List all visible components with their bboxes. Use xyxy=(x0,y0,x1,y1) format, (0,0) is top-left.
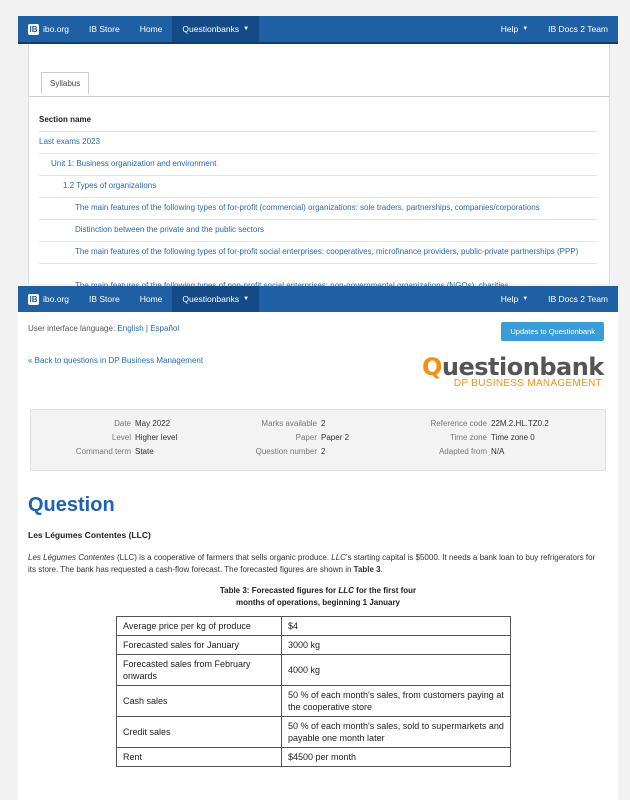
second-navbar xyxy=(18,286,618,314)
lang-espanol-link[interactable]: Español xyxy=(150,324,180,333)
nav-team[interactable]: IB Docs 2 Team xyxy=(548,24,608,34)
question-metadata: Date May 2022 Level Higher level Command term State Marks available 2 Paper Paper 2 Question number 2 Reference code 22M.2.HL.TZ0.2 Time zone Time zone 0 Adapted from N/A xyxy=(30,409,606,471)
question-panel xyxy=(18,312,618,800)
company-name: Les Légumes Contentes (LLC) xyxy=(28,530,151,540)
questionbank-logo: Questionbank DP BUSINESS MANAGEMENT xyxy=(422,353,604,389)
table-row: Forecasted sales from February onwards 4000 kg xyxy=(117,655,511,686)
caret-down-icon: ▼ xyxy=(243,26,250,32)
syllabus-link-unit1[interactable]: Unit 1: Business organization and environment xyxy=(39,152,597,176)
updates-button[interactable]: Updates to Questionbank xyxy=(501,322,604,341)
caret-down-icon: ▼ xyxy=(522,26,529,32)
section-name-header: Section name xyxy=(39,108,597,132)
forecast-table xyxy=(116,616,511,767)
nav-help[interactable]: Help ▼ xyxy=(500,24,529,34)
nav-questionbanks[interactable]: Questionbanks ▼ xyxy=(172,16,259,42)
nav-help[interactable]: Help ▼ xyxy=(500,294,529,304)
ib-logo-icon: IB xyxy=(29,24,38,34)
ib-logo-icon: IB xyxy=(29,294,38,304)
syllabus-link-private-public[interactable]: Distinction between the private and the public sectors xyxy=(39,218,597,242)
table-row: Credit sales 50 % of each month's sales, sold to supermarkets and payable one month later xyxy=(117,717,511,748)
nav-home[interactable]: Home xyxy=(139,294,163,304)
table-row: Average price per kg of produce $4 xyxy=(117,617,511,636)
table-row: Rent $4500 per month xyxy=(117,748,511,767)
language-selector: User interface language: English | Español xyxy=(28,324,180,333)
table-row: Forecasted sales for January 3000 kg xyxy=(117,636,511,655)
tab-syllabus[interactable]: Syllabus xyxy=(41,72,89,94)
tab-divider xyxy=(29,96,609,97)
table-row: Cash sales 50 % of each month's sales, from customers paying at the cooperative store xyxy=(117,686,511,717)
syllabus-panel xyxy=(28,44,610,284)
ibo-logo-link[interactable]: IB ibo.org xyxy=(29,294,69,304)
syllabus-link-1-2[interactable]: 1.2 Types of organizations xyxy=(39,174,597,198)
ibo-logo-link[interactable]: IB ibo.org xyxy=(29,24,69,34)
nav-home[interactable]: Home xyxy=(139,24,163,34)
syllabus-link-social-enterprises[interactable]: The main features of the following types of for-profit social enterprises: cooperatives, microfinance providers, public-private partnerships (PPP) xyxy=(39,240,597,264)
caret-down-icon: ▼ xyxy=(522,296,529,302)
caret-down-icon: ▼ xyxy=(243,296,250,302)
nav-ib-store[interactable]: IB Store xyxy=(89,24,120,34)
syllabus-link-last-exams[interactable]: Last exams 2023 xyxy=(39,130,597,154)
syllabus-link-for-profit[interactable]: The main features of the following types of for-profit (commercial) organizations: sole traders, partnerships, companies/corporations xyxy=(39,196,597,220)
question-heading: Question xyxy=(28,494,115,516)
table-caption: Table 3: Forecasted figures for LLC for the first four months of operations, beginning 1 January xyxy=(219,586,417,607)
question-paragraph: Les Légumes Contentes (LLC) is a cooperative of farmers that sells organic produce. LLC's starting capital is $5000. It needs a bank loan to buy refrigerators for its store. The bank has requested a cash-flow forecast. The forecasted figures are shown in Table 3. xyxy=(28,553,596,574)
lang-english-link[interactable]: English xyxy=(117,324,144,333)
top-navbar xyxy=(18,16,618,44)
back-link[interactable]: « Back to questions in DP Business Management xyxy=(28,356,204,365)
nav-questionbanks[interactable]: Questionbanks ▼ xyxy=(172,286,259,312)
nav-team[interactable]: IB Docs 2 Team xyxy=(548,294,608,304)
nav-ib-store[interactable]: IB Store xyxy=(89,294,120,304)
